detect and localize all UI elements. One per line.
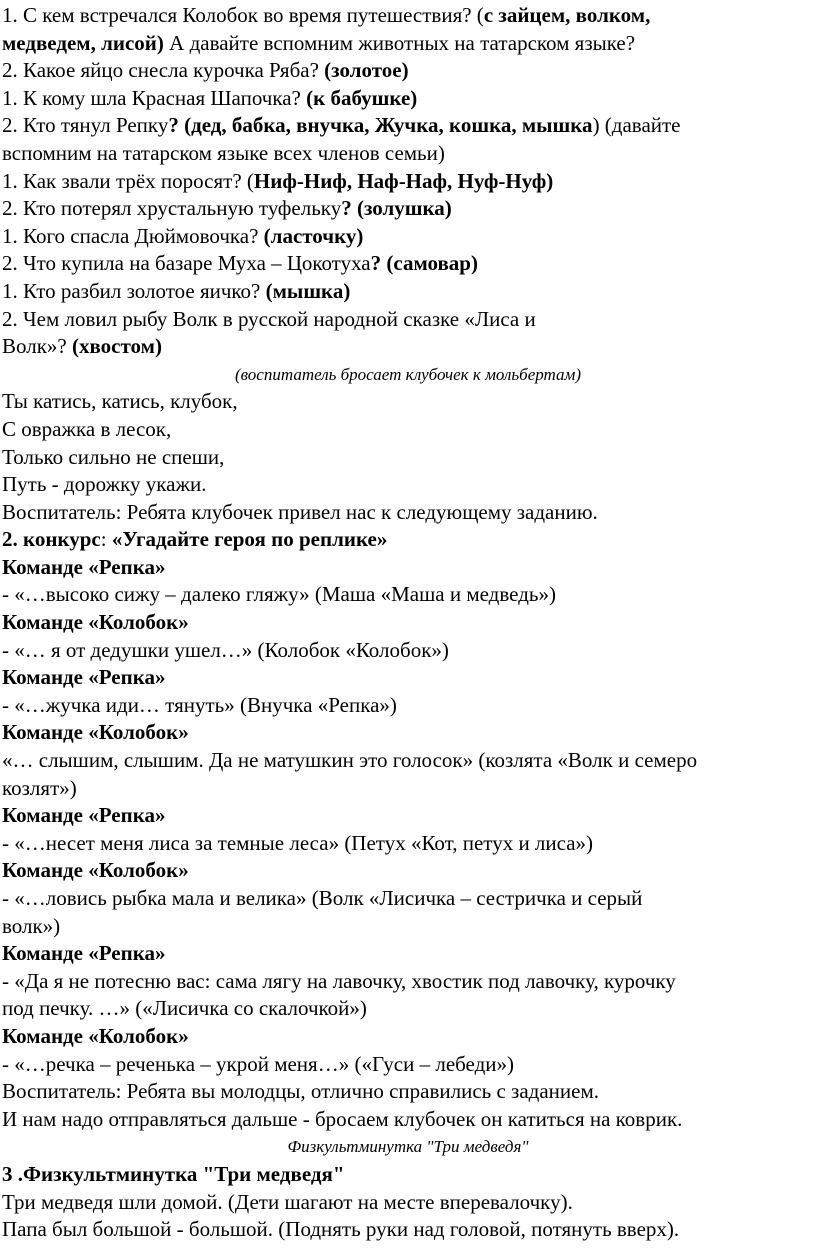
bold-text-run: Команде «Репка» (2, 941, 166, 966)
text-run: 2. Какое яйцо снесла курочка Ряба? (2, 58, 325, 83)
text-line (2, 968, 814, 996)
text-line (2, 1106, 814, 1134)
text-run: С овражка в лесок, (2, 416, 172, 441)
italic-note-line (2, 361, 814, 389)
text-line (2, 1161, 814, 1189)
text-line (2, 1078, 814, 1106)
text-run: 2. Что купила на базаре Муха – Цокотуха (2, 251, 371, 276)
bold-text-run: 2. конкурс (2, 527, 101, 552)
text-run: 1. Кто разбил золотое яичко? (2, 278, 266, 303)
text-line (2, 278, 814, 306)
bold-text-run: медведем, лисой) (2, 30, 164, 55)
text-run: : (100, 527, 112, 552)
text-run: Только сильно не спеши, (2, 444, 225, 469)
text-line (2, 333, 814, 361)
text-line (2, 554, 814, 582)
italic-note-line (2, 1133, 814, 1161)
bold-text-run: Команде «Колобок» (2, 1023, 189, 1048)
text-line (2, 85, 814, 113)
bold-text-run: 3 .Физкультминутка "Три медведя" (2, 1161, 345, 1186)
text-line (2, 1023, 814, 1051)
text-line (2, 885, 814, 913)
text-run: Физкультминутка "Три медведя" (287, 1137, 529, 1157)
text-line (2, 719, 814, 747)
bold-text-run: (хвостом) (71, 334, 162, 359)
text-line (2, 1189, 814, 1217)
text-run: волк») (2, 913, 61, 938)
bold-text-run: Команде «Репка» (2, 554, 166, 579)
text-line (2, 1216, 814, 1244)
text-run: И нам надо отправляться дальше - бросаем клубочек он катиться на коврик. (2, 1106, 683, 1131)
text-line (2, 940, 814, 968)
text-run: - «Да я не потесню вас: сама лягу на лавочку, хвостик под лавочку, курочку (2, 968, 676, 993)
text-run: А давайте вспомним животных на татарском языке? (163, 30, 636, 55)
text-line (2, 168, 814, 196)
text-line (2, 499, 814, 527)
text-line (2, 57, 814, 85)
text-line (2, 857, 814, 885)
text-run: 1. К кому шла Красная Шапочка? (2, 85, 307, 110)
text-line (2, 526, 814, 554)
bold-text-run: Команде «Колобок» (2, 610, 189, 635)
text-line (2, 30, 814, 58)
text-run: 1. С кем встречался Колобок во время путешествия? ( (2, 3, 484, 27)
bold-text-run: Команде «Колобок» (2, 858, 189, 883)
text-run: 2. Чем ловил рыбу Волк в русской народной сказке «Лиса и (2, 306, 536, 331)
text-run: - «…высоко сижу – далеко гляжу» (Маша «Маша и медведь») (2, 582, 556, 607)
text-line (2, 416, 814, 444)
text-line (2, 747, 814, 775)
text-run: Папа был большой - большой. (Поднять руки над головой, потянуть вверх). (2, 1217, 680, 1242)
text-line (2, 995, 814, 1023)
text-run: - «…жучка иди… тянуть» (Внучка «Репка») (2, 692, 397, 717)
text-line (2, 306, 814, 334)
text-line (2, 112, 814, 140)
text-line (2, 471, 814, 499)
text-line (2, 775, 814, 803)
bold-text-run: (золотое) (324, 58, 409, 83)
bold-text-run: (к бабушке) (306, 85, 418, 110)
text-line (2, 913, 814, 941)
bold-text-run: Команде «Репка» (2, 665, 166, 690)
text-run: Ты катись, катись, клубок, (2, 389, 238, 414)
bold-text-run: ? (самовар) (370, 251, 478, 276)
text-run: 2. Кто тянул Репку (2, 113, 169, 138)
text-line (2, 223, 814, 251)
text-run: - «…ловись рыбка мала и велика» (Волк «Лисичка – сестричка и серый (2, 886, 643, 910)
bold-text-run: ? (дед, бабка, внучка, Жучка, кошка, мышка (168, 113, 593, 138)
text-run: вспомним на татарском языке всех членов семьи) (2, 140, 445, 165)
text-run: - «…речка – реченька – укрой меня…» («Гуси – лебеди») (2, 1051, 515, 1076)
bold-text-run: «Угадайте героя по реплике» (111, 527, 388, 552)
bold-text-run: Команде «Репка» (2, 803, 166, 828)
text-run: Воспитатель: Ребята вы молодцы, отлично справились с заданием. (2, 1079, 599, 1104)
bold-text-run: (мышка) (265, 278, 351, 303)
text-run: Три медведя шли домой. (Дети шагают на месте вперевалочку). (2, 1189, 573, 1214)
text-run: «… слышим, слышим. Да не матушкин это голосок» (козлята «Волк и семеро (2, 748, 698, 773)
text-run: (воспитатель бросает клубочек к мольбертам) (234, 364, 582, 384)
text-line (2, 140, 814, 168)
text-run: 1. Как звали трёх поросят? ( (2, 168, 254, 193)
bold-text-run: с зайцем, волком, (483, 3, 651, 27)
text-run: Волк»? (2, 334, 72, 359)
text-run: 1. Кого спасла Дюймовочка? (2, 223, 264, 248)
text-run: Путь - дорожку укажи. (2, 472, 207, 497)
text-line (2, 830, 814, 858)
text-run: под печку. …» («Лисичка со скалочкой») (2, 996, 367, 1021)
text-line (2, 388, 814, 416)
text-line (2, 609, 814, 637)
text-line (2, 664, 814, 692)
text-line (2, 444, 814, 472)
text-line (2, 637, 814, 665)
text-line (2, 195, 814, 223)
bold-text-run: Команде «Колобок» (2, 720, 189, 745)
text-line (2, 2, 814, 30)
text-run: ) (давайте (592, 113, 681, 138)
text-run: - «… я от дедушки ушел…» (Колобок «Колобок») (2, 637, 449, 662)
text-line (2, 802, 814, 830)
text-run: козлят») (2, 775, 77, 800)
document-page (2, 2, 814, 1244)
bold-text-run: ? (золушка) (341, 196, 452, 221)
text-run: 2. Кто потерял хрустальную туфельку (2, 196, 342, 221)
text-line (2, 1051, 814, 1079)
text-run: Воспитатель: Ребята клубочек привел нас к следующему заданию. (2, 499, 598, 524)
text-run: - «…несет меня лиса за темные леса» (Петух «Кот, петух и лиса») (2, 830, 594, 855)
text-line (2, 250, 814, 278)
text-line (2, 692, 814, 720)
bold-text-run: (ласточку) (263, 223, 364, 248)
text-line (2, 581, 814, 609)
bold-text-run: Ниф-Ниф, Наф-Наф, Нуф-Нуф) (253, 168, 554, 193)
